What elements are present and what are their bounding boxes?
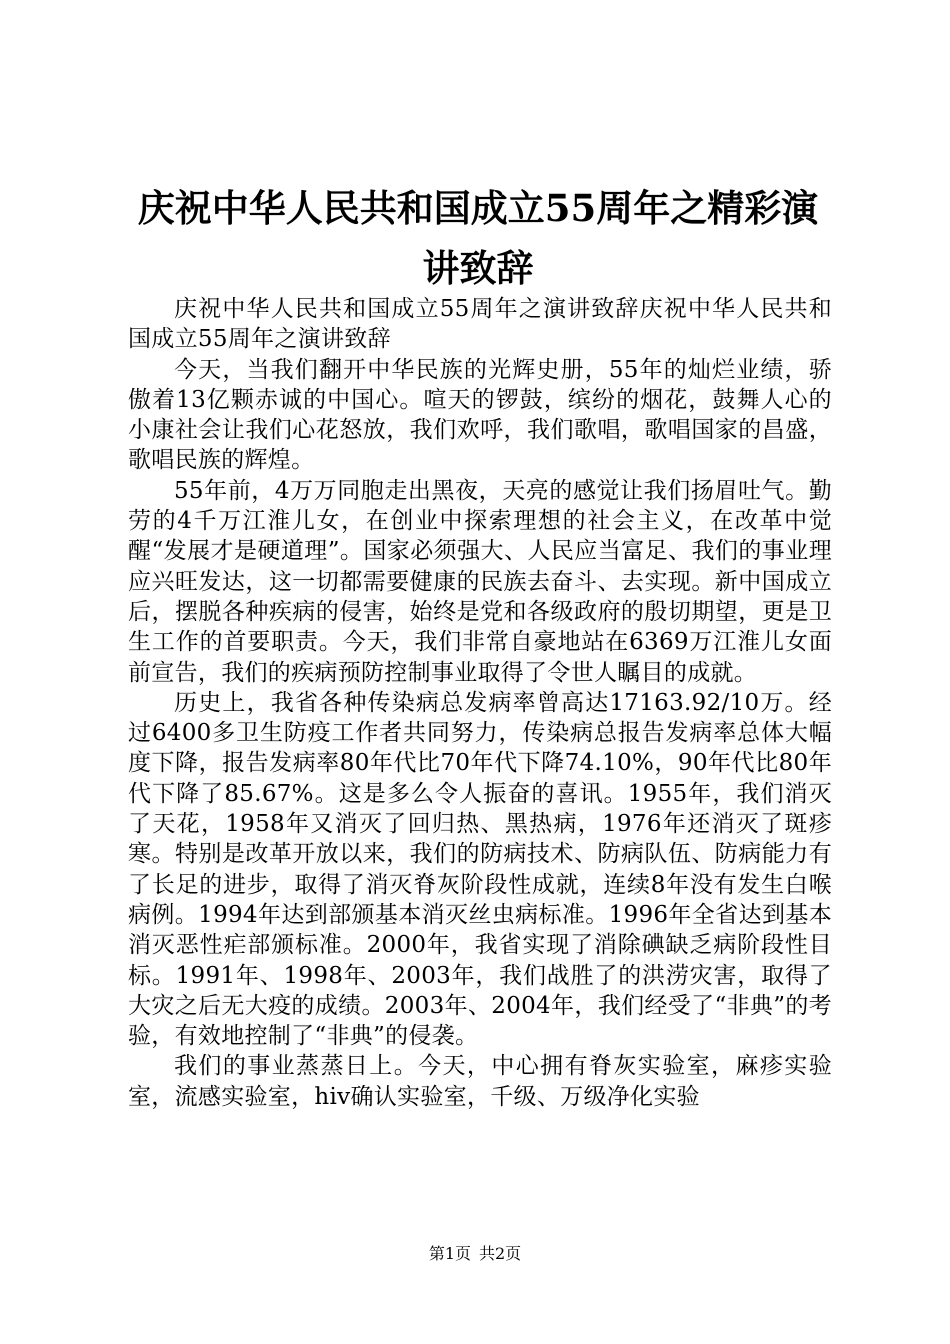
paragraph: 我们的事业蒸蒸日上。今天，中心拥有脊灰实验室，麻疹实验室，流感实验室，hiv确认实验室，千级、万级净化实验 xyxy=(128,1053,832,1110)
document-title: 庆祝中华人民共和国成立55周年之精彩演讲致辞 xyxy=(137,186,819,290)
paragraph: 今天，当我们翻开中华民族的光辉史册，55年的灿烂业绩，骄傲着13亿颗赤诚的中国心。喧天的锣鼓，缤纷的烟花，鼓舞人心的小康社会让我们心花怒放，我们欢呼，我们歌唱，歌唱国家的昌盛，歌唱民族的辉煌。 xyxy=(128,356,832,474)
paragraph: 庆祝中华人民共和国成立55周年之演讲致辞庆祝中华人民共和国成立55周年之演讲致辞 xyxy=(128,296,832,353)
document-body xyxy=(128,294,832,1112)
paragraph: 历史上，我省各种传染病总发病率曾高达17163.92/10万。经过6400多卫生防疫工作者共同努力，传染病总报告发病率总体大幅度下降，报告发病率80年代比70年代下降74.10%，90年代比80年代下降了85.67%。这是多么令人振奋的喜讯。1955年，我们消灭了天花，1958年又消灭了回归热、黑热病，1976年还消灭了斑疹寒。特别是改革开放以来，我们的防病技术、防病队伍、防病能力有了长足的进步，取得了消灭脊灰阶段性成就，连续8年没有发生白喉病例。1994年达到部颁基本消灭丝虫病标准。1996年全省达到基本消灭恶性疟部颁标准。2000年，我省实现了消除碘缺乏病阶段性目标。1991年、1998年、2003年，我们战胜了的洪涝灾害，取得了大灾之后无大疫的成绩。2003年、2004年，我们经受了“非典”的考验，有效地控制了“非典”的侵袭。 xyxy=(128,689,832,1050)
page-footer xyxy=(0,1244,950,1264)
page-number: 第1页 xyxy=(428,1244,471,1263)
paragraph: 55年前，4万万同胞走出黑夜，天亮的感觉让我们扬眉吐气。勤劳的4千万江淮儿女，在创业中探索理想的社会主义，在改革中觉醒“发展才是硬道理”。国家必须强大、人民应当富足、我们的事业理应兴旺发达，这一切都需要健康的民族去奋斗、去实现。新中国成立后，摆脱各种疾病的侵害，始终是党和各级政府的殷切期望，更是卫生工作的首要职责。今天，我们非常自豪地站在6369万江淮儿女面前宣告，我们的疾病预防控制事业取得了令世人瞩目的成就。 xyxy=(128,477,832,686)
page-total: 共2页 xyxy=(479,1244,522,1263)
